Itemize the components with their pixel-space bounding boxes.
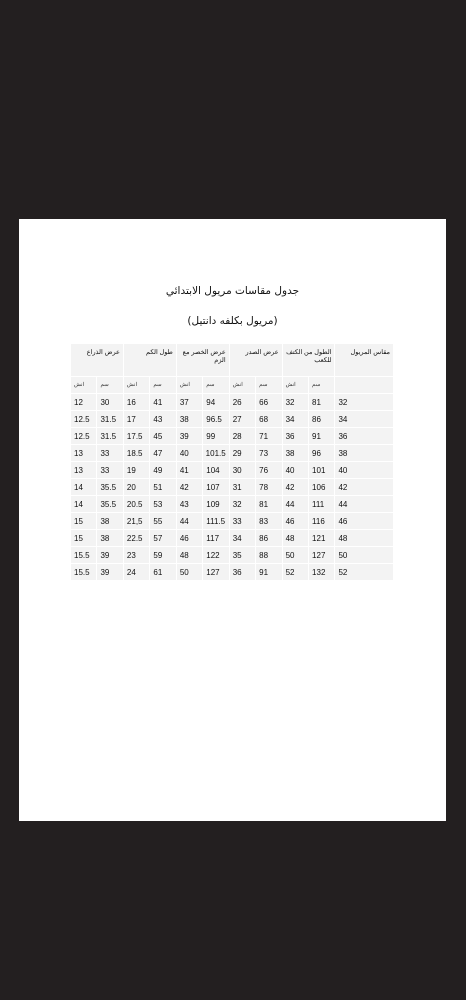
- header-sleeve: طول الكم: [124, 344, 176, 376]
- cell-waist-in: 37: [177, 394, 202, 410]
- cell-length-cm: 106: [309, 479, 334, 495]
- cell-chest-in: 33: [230, 513, 255, 529]
- cell-chest-in: 29: [230, 445, 255, 461]
- size-chart-table: [70, 343, 394, 581]
- cell-arm-in: 12.5: [71, 428, 96, 444]
- cell-waist-in: 40: [177, 445, 202, 461]
- document-page: [19, 219, 446, 821]
- cell-sleeve-cm: 43: [150, 411, 175, 427]
- cell-sleeve-cm: 45: [150, 428, 175, 444]
- cell-length-cm: 96: [309, 445, 334, 461]
- cell-sleeve-cm: 47: [150, 445, 175, 461]
- cell-length-in: 38: [283, 445, 308, 461]
- cell-arm-in: 13: [71, 462, 96, 478]
- table-row: [71, 394, 393, 410]
- cell-arm-cm: 33: [97, 445, 122, 461]
- cell-arm-cm: 35.5: [97, 496, 122, 512]
- cell-chest-cm: 68: [256, 411, 281, 427]
- table-row: [71, 564, 393, 580]
- cell-size: 46: [335, 513, 393, 529]
- cell-arm-in: 15.5: [71, 564, 96, 580]
- cell-arm-cm: 35.5: [97, 479, 122, 495]
- cell-arm-in: 13: [71, 445, 96, 461]
- cell-waist-in: 48: [177, 547, 202, 563]
- cell-length-in: 44: [283, 496, 308, 512]
- unit-inch: انش: [177, 377, 202, 393]
- unit-inch: انش: [124, 377, 149, 393]
- table-row: [71, 462, 393, 478]
- document-subtitle: (مريول بكلفه دانتيل): [187, 315, 278, 327]
- cell-length-cm: 111: [309, 496, 334, 512]
- cell-chest-cm: 73: [256, 445, 281, 461]
- unit-inch: انش: [71, 377, 96, 393]
- table-header-row: [71, 344, 393, 376]
- cell-arm-in: 15.5: [71, 547, 96, 563]
- table-row: [71, 479, 393, 495]
- cell-sleeve-in: 20: [124, 479, 149, 495]
- cell-size: 48: [335, 530, 393, 546]
- cell-sleeve-cm: 49: [150, 462, 175, 478]
- cell-waist-cm: 104: [203, 462, 228, 478]
- cell-sleeve-in: 17: [124, 411, 149, 427]
- cell-waist-cm: 96.5: [203, 411, 228, 427]
- unit-blank: [335, 377, 393, 393]
- table-row: [71, 530, 393, 546]
- unit-cm: سم: [97, 377, 122, 393]
- cell-sleeve-in: 16: [124, 394, 149, 410]
- cell-length-cm: 101: [309, 462, 334, 478]
- cell-chest-cm: 76: [256, 462, 281, 478]
- cell-arm-in: 14: [71, 479, 96, 495]
- cell-chest-cm: 91: [256, 564, 281, 580]
- cell-sleeve-in: 18.5: [124, 445, 149, 461]
- cell-chest-cm: 81: [256, 496, 281, 512]
- cell-length-in: 48: [283, 530, 308, 546]
- table-body: [71, 394, 393, 580]
- cell-chest-cm: 88: [256, 547, 281, 563]
- cell-size: 42: [335, 479, 393, 495]
- cell-arm-cm: 31.5: [97, 411, 122, 427]
- cell-length-cm: 81: [309, 394, 334, 410]
- cell-waist-in: 43: [177, 496, 202, 512]
- cell-length-cm: 121: [309, 530, 334, 546]
- header-size: مقاس المريول: [335, 344, 393, 376]
- cell-chest-in: 28: [230, 428, 255, 444]
- unit-inch: انش: [283, 377, 308, 393]
- unit-cm: سم: [150, 377, 175, 393]
- cell-chest-in: 31: [230, 479, 255, 495]
- cell-size: 36: [335, 428, 393, 444]
- cell-length-in: 50: [283, 547, 308, 563]
- cell-waist-in: 38: [177, 411, 202, 427]
- unit-inch: انش: [230, 377, 255, 393]
- cell-sleeve-cm: 41: [150, 394, 175, 410]
- cell-waist-in: 46: [177, 530, 202, 546]
- cell-length-in: 32: [283, 394, 308, 410]
- cell-arm-cm: 38: [97, 530, 122, 546]
- cell-chest-in: 26: [230, 394, 255, 410]
- cell-sleeve-in: 22.5: [124, 530, 149, 546]
- cell-sleeve-cm: 51: [150, 479, 175, 495]
- cell-waist-in: 44: [177, 513, 202, 529]
- cell-chest-cm: 71: [256, 428, 281, 444]
- cell-length-in: 46: [283, 513, 308, 529]
- cell-waist-cm: 99: [203, 428, 228, 444]
- cell-size: 52: [335, 564, 393, 580]
- cell-arm-in: 14: [71, 496, 96, 512]
- cell-size: 34: [335, 411, 393, 427]
- unit-cm: سم: [203, 377, 228, 393]
- cell-waist-cm: 117: [203, 530, 228, 546]
- cell-waist-cm: 127: [203, 564, 228, 580]
- cell-length-cm: 86: [309, 411, 334, 427]
- cell-chest-in: 35: [230, 547, 255, 563]
- cell-sleeve-in: 17.5: [124, 428, 149, 444]
- cell-waist-cm: 111.5: [203, 513, 228, 529]
- cell-arm-cm: 33: [97, 462, 122, 478]
- cell-chest-cm: 83: [256, 513, 281, 529]
- cell-length-cm: 91: [309, 428, 334, 444]
- cell-waist-cm: 101.5: [203, 445, 228, 461]
- cell-size: 38: [335, 445, 393, 461]
- cell-chest-in: 32: [230, 496, 255, 512]
- cell-arm-in: 15: [71, 530, 96, 546]
- cell-sleeve-in: 24: [124, 564, 149, 580]
- cell-sleeve-in: 20.5: [124, 496, 149, 512]
- cell-length-in: 40: [283, 462, 308, 478]
- cell-arm-cm: 30: [97, 394, 122, 410]
- cell-chest-cm: 86: [256, 530, 281, 546]
- cell-waist-cm: 122: [203, 547, 228, 563]
- cell-length-in: 34: [283, 411, 308, 427]
- cell-sleeve-cm: 55: [150, 513, 175, 529]
- cell-arm-cm: 38: [97, 513, 122, 529]
- table-row: [71, 428, 393, 444]
- header-arm: عرض الذراع: [71, 344, 123, 376]
- cell-length-cm: 116: [309, 513, 334, 529]
- cell-sleeve-cm: 59: [150, 547, 175, 563]
- cell-chest-in: 30: [230, 462, 255, 478]
- table-row: [71, 496, 393, 512]
- cell-chest-in: 27: [230, 411, 255, 427]
- cell-arm-cm: 39: [97, 547, 122, 563]
- cell-arm-in: 15: [71, 513, 96, 529]
- cell-chest-in: 34: [230, 530, 255, 546]
- cell-sleeve-cm: 57: [150, 530, 175, 546]
- cell-sleeve-in: 19: [124, 462, 149, 478]
- cell-waist-in: 39: [177, 428, 202, 444]
- cell-waist-in: 42: [177, 479, 202, 495]
- header-waist: عرض الخصر مع الزم: [177, 344, 229, 376]
- cell-arm-in: 12.5: [71, 411, 96, 427]
- cell-waist-in: 50: [177, 564, 202, 580]
- table-unit-row: [71, 377, 393, 393]
- cell-size: 32: [335, 394, 393, 410]
- cell-length-in: 42: [283, 479, 308, 495]
- cell-length-in: 52: [283, 564, 308, 580]
- unit-cm: سم: [256, 377, 281, 393]
- cell-waist-cm: 107: [203, 479, 228, 495]
- cell-arm-cm: 31.5: [97, 428, 122, 444]
- cell-waist-cm: 94: [203, 394, 228, 410]
- cell-sleeve-in: 21,5: [124, 513, 149, 529]
- table-row: [71, 445, 393, 461]
- cell-chest-cm: 66: [256, 394, 281, 410]
- cell-waist-cm: 109: [203, 496, 228, 512]
- table-row: [71, 547, 393, 563]
- header-length: الطول من الكتف للكعب: [283, 344, 335, 376]
- cell-length-cm: 132: [309, 564, 334, 580]
- cell-waist-in: 41: [177, 462, 202, 478]
- cell-chest-cm: 78: [256, 479, 281, 495]
- cell-chest-in: 36: [230, 564, 255, 580]
- header-chest: عرض الصدر: [230, 344, 282, 376]
- document-title: جدول مقاسات مريول الابتدائي: [165, 285, 300, 297]
- cell-sleeve-in: 23: [124, 547, 149, 563]
- cell-length-cm: 127: [309, 547, 334, 563]
- unit-cm: سم: [309, 377, 334, 393]
- cell-size: 50: [335, 547, 393, 563]
- cell-length-in: 36: [283, 428, 308, 444]
- cell-sleeve-cm: 61: [150, 564, 175, 580]
- cell-sleeve-cm: 53: [150, 496, 175, 512]
- cell-size: 40: [335, 462, 393, 478]
- cell-arm-cm: 39: [97, 564, 122, 580]
- table-row: [71, 411, 393, 427]
- cell-size: 44: [335, 496, 393, 512]
- cell-arm-in: 12: [71, 394, 96, 410]
- table-row: [71, 513, 393, 529]
